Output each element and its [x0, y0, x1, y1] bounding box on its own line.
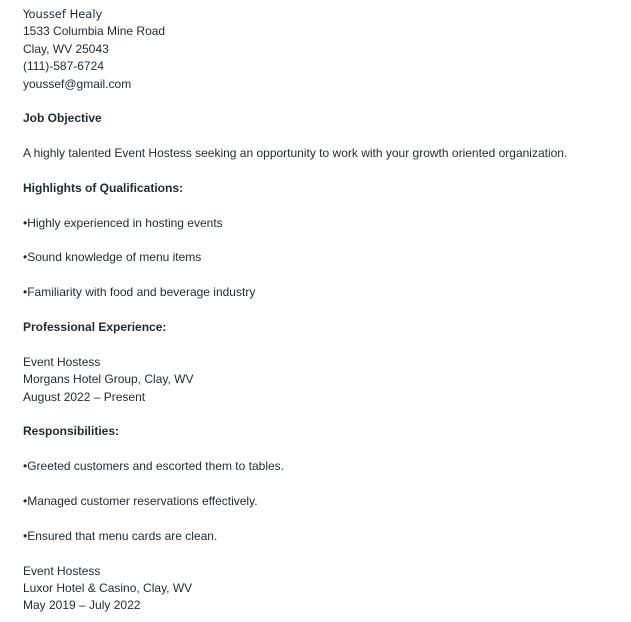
job-company: Morgans Hotel Group, Clay, WV [23, 372, 194, 387]
spacer [23, 406, 623, 423]
qualification-item: •Familiarity with food and beverage industry [23, 285, 256, 300]
job-entry [23, 563, 623, 615]
spacer [23, 128, 623, 145]
contact-block [23, 6, 623, 93]
job-dates: August 2022 – Present [23, 389, 146, 404]
applicant-name: Youssef Healy [23, 7, 103, 21]
objective-heading: Job Objective [23, 111, 102, 126]
job-company: Luxor Hotel & Casino, Clay, WV [23, 580, 193, 595]
email-address: youssef@gmail.com [23, 76, 132, 91]
qualification-item: •Highly experienced in hosting events [23, 215, 223, 230]
phone-number: (111)-587-6724 [23, 59, 104, 74]
objective-section [23, 110, 623, 162]
spacer [23, 545, 623, 562]
job-dates: May 2019 – July 2022 [23, 598, 141, 613]
qualification-item: •Sound knowledge of menu items [23, 250, 202, 265]
job-title: Event Hostess [23, 563, 101, 578]
spacer [23, 441, 623, 458]
responsibility-item: •Greeted customers and escorted them to tables. [23, 459, 284, 474]
spacer [23, 302, 623, 319]
city-state-zip: Clay, WV 25043 [23, 41, 109, 56]
spacer [23, 163, 623, 180]
job-entry [23, 354, 623, 545]
spacer [23, 510, 623, 527]
experience-heading: Professional Experience: [23, 320, 167, 335]
experience-section [23, 319, 623, 615]
spacer [23, 232, 623, 249]
objective-text: A highly talented Event Hostess seeking an opportunity to work with your growth oriented organization. [23, 146, 568, 161]
responsibility-item: •Ensured that menu cards are clean. [23, 528, 218, 543]
qualifications-heading: Highlights of Qualifications: [23, 180, 183, 195]
responsibilities-heading: Responsibilities: [23, 424, 120, 439]
spacer [23, 197, 623, 214]
responsibility-item: •Managed customer reservations effectively. [23, 493, 258, 508]
resume-document [23, 6, 623, 615]
job-title: Event Hostess [23, 354, 101, 369]
spacer [23, 336, 623, 353]
spacer [23, 267, 623, 284]
spacer [23, 476, 623, 493]
spacer [23, 93, 623, 110]
qualifications-section [23, 180, 623, 302]
street-address: 1533 Columbia Mine Road [23, 24, 166, 39]
